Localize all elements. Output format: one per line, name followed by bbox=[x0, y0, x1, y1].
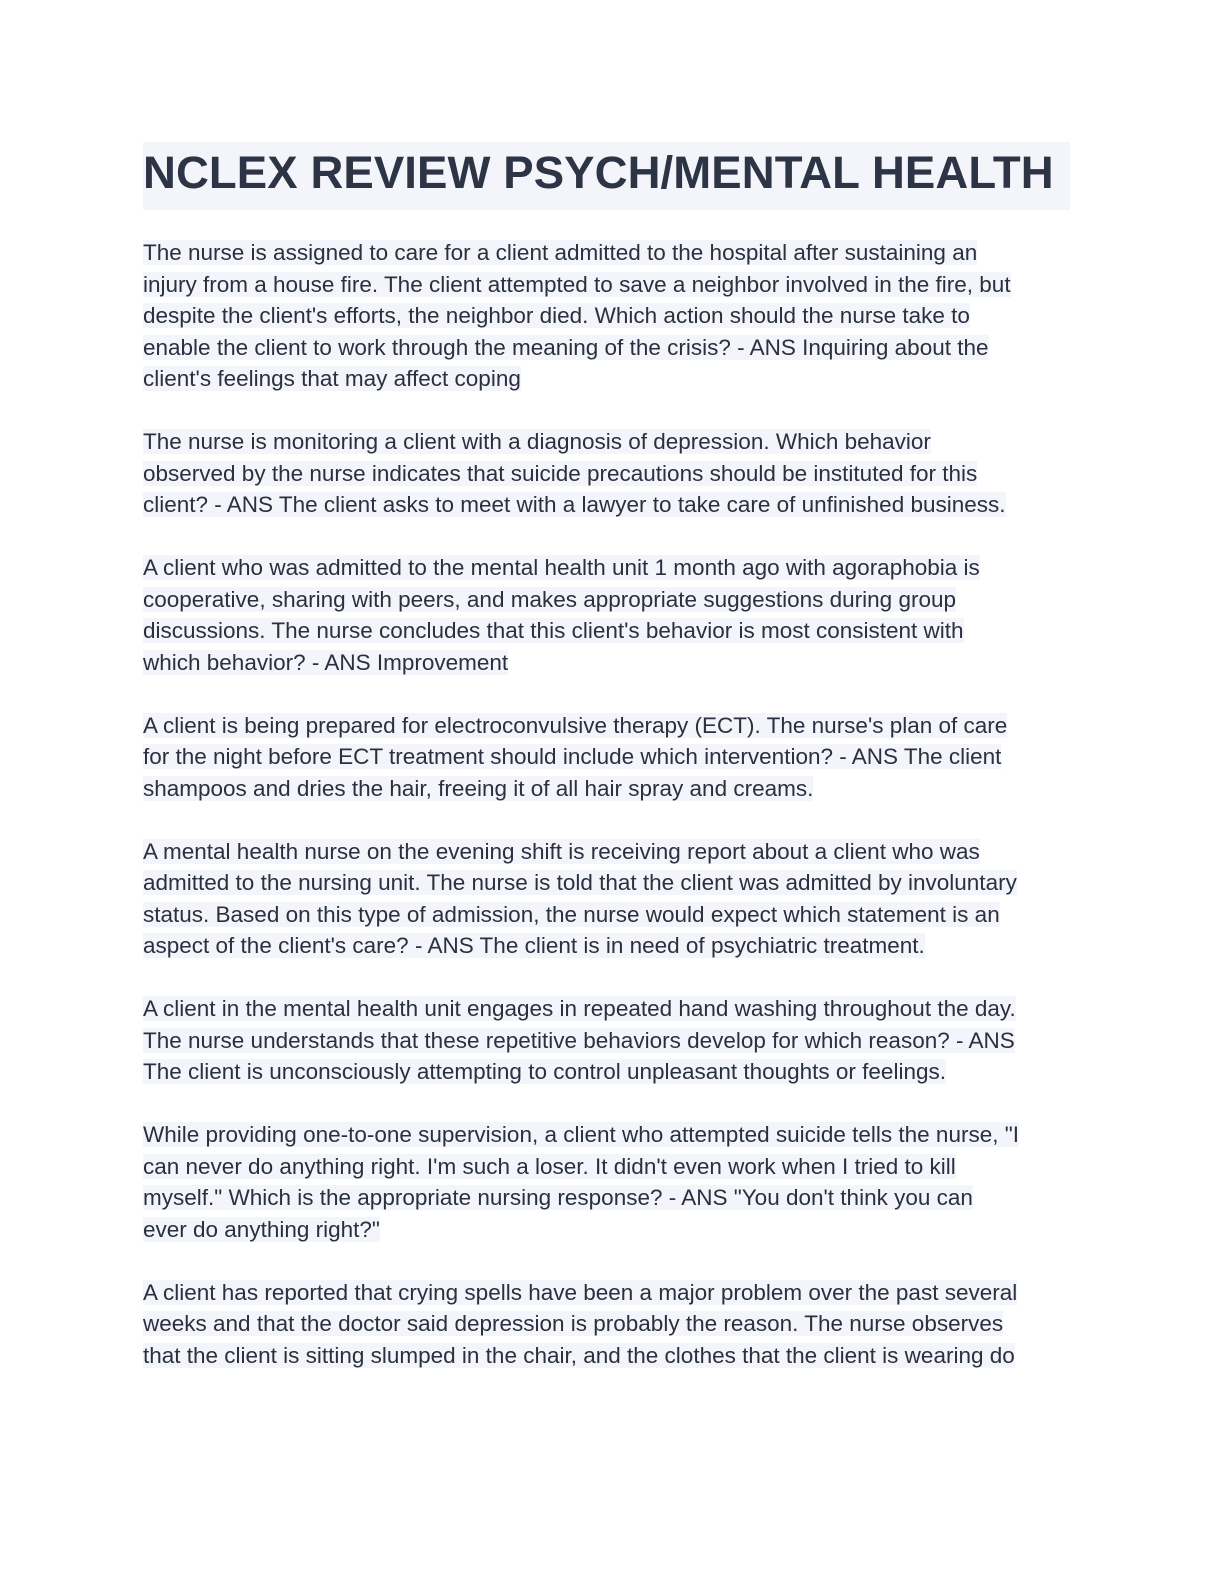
qa-line bbox=[143, 741, 1073, 773]
qa-line-text: which behavior? - ANS Improvement bbox=[143, 649, 509, 675]
qa-item bbox=[143, 836, 1073, 962]
qa-line bbox=[143, 615, 1073, 647]
qa-line bbox=[143, 489, 1073, 521]
qa-line bbox=[143, 930, 1073, 962]
qa-line-text: The nurse is assigned to care for a client admitted to the hospital after sustaining an bbox=[143, 240, 978, 265]
qa-line-text: client? - ANS The client asks to meet with a lawyer to take care of unfinished business. bbox=[143, 492, 1006, 517]
qa-line-text: ever do anything right?" bbox=[143, 1216, 380, 1242]
qa-item bbox=[143, 552, 1073, 678]
qa-line bbox=[143, 1277, 1073, 1309]
qa-line bbox=[143, 1340, 1073, 1372]
qa-line-text: The nurse understands that these repetitive behaviors develop for which reason? - ANS bbox=[143, 1027, 1015, 1053]
page-title: NCLEX REVIEW PSYCH/MENTAL HEALTH bbox=[143, 147, 1054, 198]
qa-line-text: A client who was admitted to the mental health unit 1 month ago with agoraphobia is bbox=[143, 555, 980, 580]
qa-line bbox=[143, 269, 1073, 301]
qa-line-text: A client has reported that crying spells have been a major problem over the past several bbox=[143, 1279, 1018, 1305]
qa-line bbox=[143, 1119, 1073, 1151]
qa-line bbox=[143, 647, 1073, 679]
qa-line-text: that the client is sitting slumped in the chair, and the clothes that the client is wearing do bbox=[143, 1342, 1015, 1368]
qa-line bbox=[143, 300, 1073, 332]
qa-line bbox=[143, 363, 1073, 395]
qa-line-text: injury from a house fire. The client attempted to save a neighbor involved in the fire, but bbox=[143, 271, 1011, 297]
title-highlight bbox=[143, 142, 1070, 210]
qa-line-text: admitted to the nursing unit. The nurse is told that the client was admitted by involuntary bbox=[143, 870, 1017, 895]
qa-line bbox=[143, 993, 1073, 1025]
qa-line-text: enable the client to work through the meaning of the crisis? - ANS Inquiring about the bbox=[143, 334, 989, 360]
qa-line-text: client's feelings that may affect coping bbox=[143, 366, 521, 391]
qa-line bbox=[143, 1151, 1073, 1183]
qa-item bbox=[143, 993, 1073, 1088]
qa-line-text: status. Based on this type of admission, the nurse would expect which statement is an bbox=[143, 901, 1000, 927]
qa-line-text: cooperative, sharing with peers, and makes appropriate suggestions during group bbox=[143, 586, 956, 612]
qa-line-text: myself." Which is the appropriate nursing response? - ANS "You don't think you can bbox=[143, 1185, 973, 1210]
qa-list bbox=[143, 237, 1073, 1403]
qa-line bbox=[143, 1056, 1073, 1088]
qa-line-text: A mental health nurse on the evening shift is receiving report about a client who was bbox=[143, 838, 980, 864]
qa-line bbox=[143, 836, 1073, 868]
qa-line-text: observed by the nurse indicates that suicide precautions should be instituted for this bbox=[143, 460, 978, 486]
qa-line bbox=[143, 773, 1073, 805]
qa-item bbox=[143, 710, 1073, 805]
qa-line-text: despite the client's efforts, the neighbor died. Which action should the nurse take to bbox=[143, 303, 970, 328]
qa-line bbox=[143, 867, 1073, 899]
qa-line bbox=[143, 584, 1073, 616]
qa-line-text: discussions. The nurse concludes that this client's behavior is most consistent with bbox=[143, 618, 964, 643]
qa-line-text: The client is unconsciously attempting to control unpleasant thoughts or feelings. bbox=[143, 1059, 946, 1084]
qa-line-text: for the night before ECT treatment should include which intervention? - ANS The client bbox=[143, 744, 1002, 769]
qa-line bbox=[143, 710, 1073, 742]
qa-line-text: aspect of the client's care? - ANS The client is in need of psychiatric treatment. bbox=[143, 933, 925, 958]
qa-line-text: shampoos and dries the hair, freeing it of all hair spray and creams. bbox=[143, 775, 814, 801]
qa-line-text: While providing one-to-one supervision, a client who attempted suicide tells the nurse, "I bbox=[143, 1122, 1019, 1147]
qa-line bbox=[143, 899, 1073, 931]
qa-line-text: The nurse is monitoring a client with a diagnosis of depression. Which behavior bbox=[143, 429, 931, 454]
qa-line bbox=[143, 458, 1073, 490]
qa-line bbox=[143, 237, 1073, 269]
qa-line bbox=[143, 1182, 1073, 1214]
qa-line bbox=[143, 332, 1073, 364]
qa-item bbox=[143, 1119, 1073, 1245]
qa-line bbox=[143, 552, 1073, 584]
qa-line bbox=[143, 1025, 1073, 1057]
qa-line bbox=[143, 426, 1073, 458]
qa-line bbox=[143, 1308, 1073, 1340]
qa-item bbox=[143, 426, 1073, 521]
qa-item bbox=[143, 1277, 1073, 1372]
qa-line-text: A client in the mental health unit engages in repeated hand washing throughout the day. bbox=[143, 996, 1016, 1021]
qa-line-text: weeks and that the doctor said depression is probably the reason. The nurse observes bbox=[143, 1311, 1004, 1336]
qa-line-text: A client is being prepared for electroconvulsive therapy (ECT). The nurse's plan of care bbox=[143, 712, 1008, 738]
qa-line-text: can never do anything right. I'm such a loser. It didn't even work when I tried to kill bbox=[143, 1153, 956, 1179]
qa-line bbox=[143, 1214, 1073, 1246]
qa-item bbox=[143, 237, 1073, 395]
